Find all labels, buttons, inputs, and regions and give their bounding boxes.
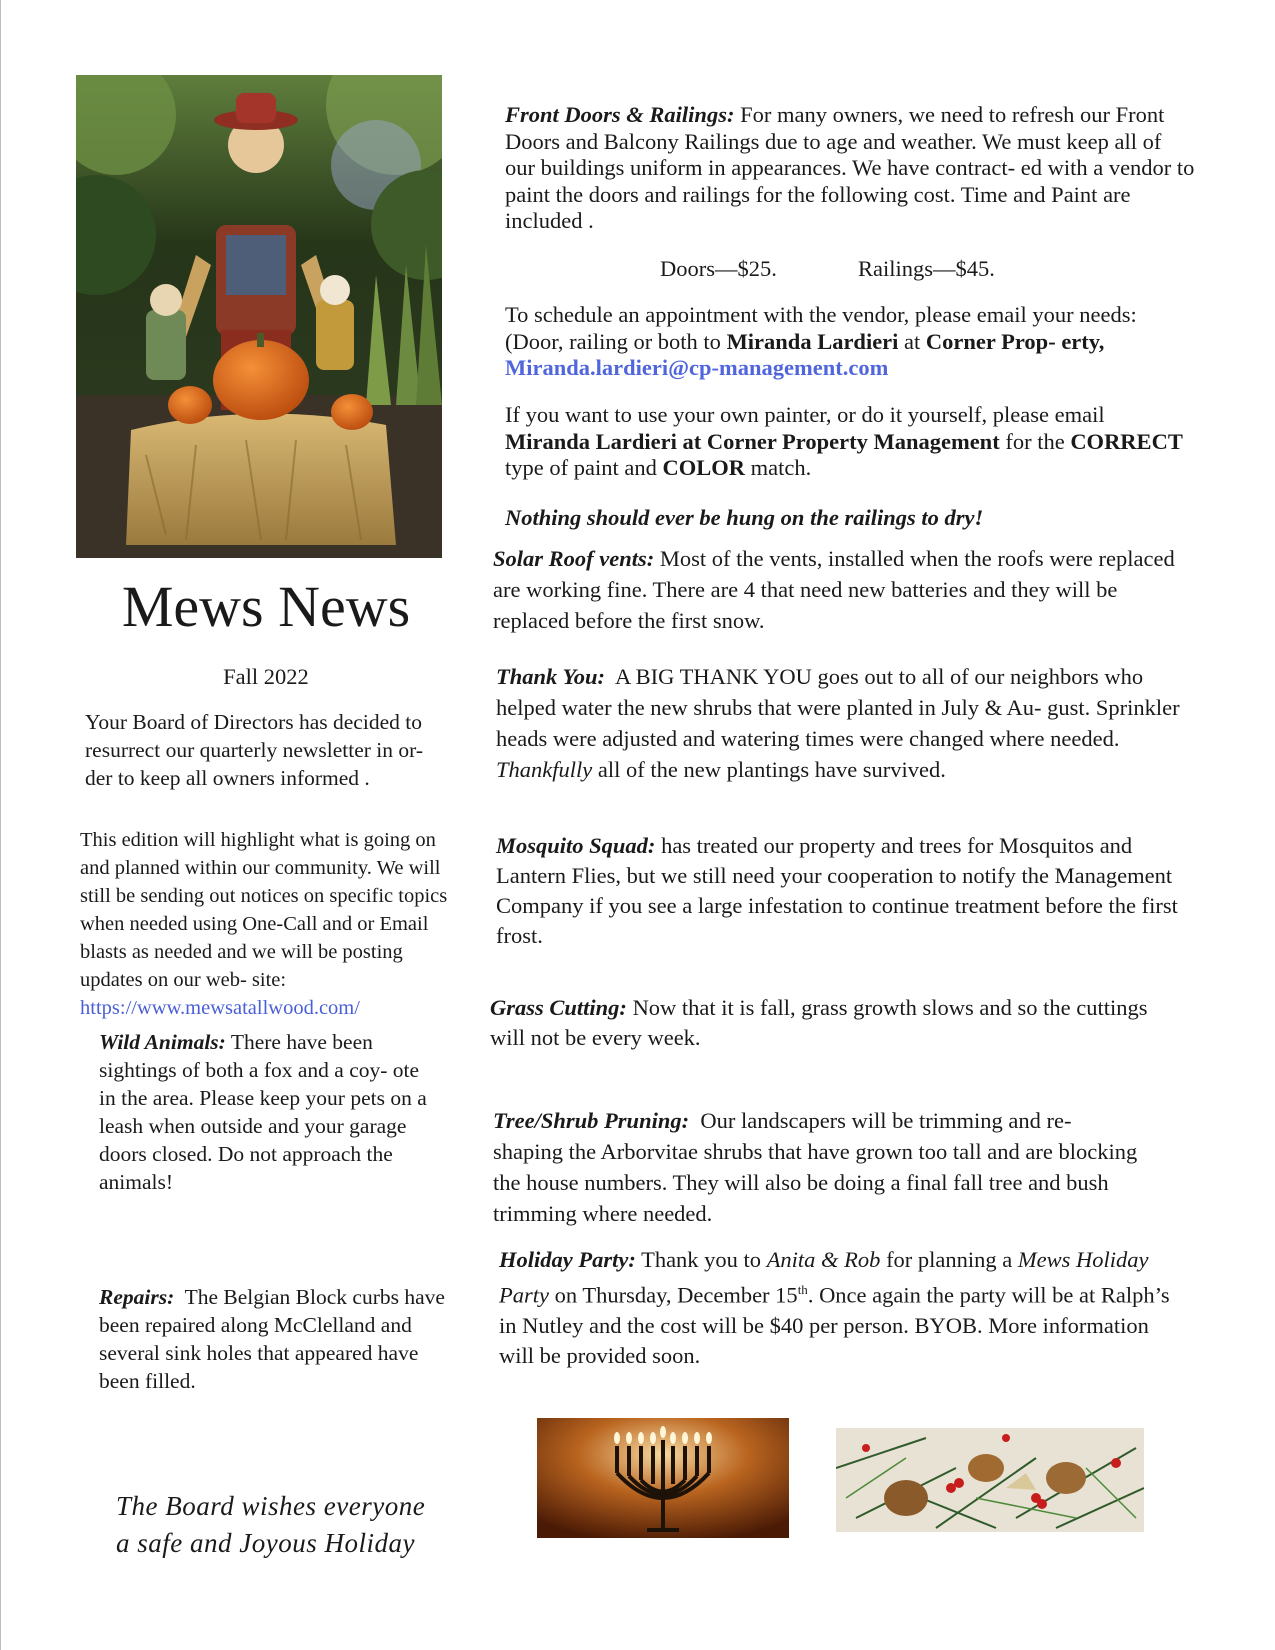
solar-text: Most of the vents, installed when the roofs were replaced are working fine. There are 4 that need new batteries and they will be replaced before the first snow. <box>493 546 1175 633</box>
edition-text: This edition will highlight what is going on and planned within our community. We will still be sending out notices on specific topics when needed using One-Call and or Email blasts as needed and we will be posting updates on our web- site: <box>80 829 448 991</box>
grass-section <box>490 993 1180 1053</box>
holiday-text-2: for planning a <box>886 1247 1013 1272</box>
schedule-paragraph <box>505 302 1195 382</box>
closing-message <box>116 1488 476 1562</box>
own-painter-text-3: type of paint and <box>505 455 657 480</box>
date-superscript: th <box>797 1282 808 1297</box>
wild-animals-section <box>99 1028 439 1196</box>
pruning-heading: Tree/Shrub Pruning: <box>493 1108 690 1133</box>
repairs-text: The Belgian Block curbs have been repaired along McClelland and several sink holes that appeared have been filled. <box>99 1285 445 1393</box>
repairs-section <box>99 1283 449 1395</box>
holiday-section <box>499 1245 1179 1371</box>
schedule-text: To schedule an appointment with the vendor, please email your needs: (Door, railing or both to <box>505 302 1137 354</box>
correct-emphasis: CORRECT <box>1070 428 1183 454</box>
closing-line-2: a safe and Joyous Holiday <box>116 1528 415 1558</box>
solar-heading: Solar Roof vents: <box>493 546 655 571</box>
thank-you-text-2: all of the new plantings have survived. <box>597 757 946 782</box>
menorah-candles-photo <box>537 1418 789 1538</box>
thank-you-text: A BIG THANK YOU goes out to all of our neighbors who helped water the new shrubs that were planted in July & Au- gust. Sprinkler heads were adjusted and watering times were changed where needed. <box>496 664 1180 751</box>
railings-warning: Nothing should ever be hung on the railings to dry! <box>505 505 984 530</box>
intro-paragraph: Your Board of Directors has decided to resurrect our quarterly newsletter in or- der to keep all owners informed . <box>85 710 424 790</box>
mosquito-heading: Mosquito Squad: <box>496 833 656 858</box>
grass-heading: Grass Cutting: <box>490 995 627 1020</box>
mosquito-section <box>496 831 1186 951</box>
vendor-email-link[interactable]: Miranda.lardieri@cp-management.com <box>505 355 889 380</box>
closing-line-1: The Board wishes everyone <box>116 1491 426 1521</box>
company-name: Corner Prop- erty, <box>925 328 1105 354</box>
front-doors-heading: Front Doors & Railings: <box>505 102 735 127</box>
contact-name: Miranda Lardieri <box>726 328 899 354</box>
page-edge <box>0 0 1 1650</box>
wild-animals-heading: Wild Animals: <box>99 1030 226 1054</box>
holiday-party-name: Mews Holiday Party <box>499 1247 1149 1308</box>
edition-paragraph <box>80 826 458 1022</box>
thank-you-heading: Thank You: <box>496 664 605 689</box>
pine-wreath-photo <box>836 1428 1144 1532</box>
color-emphasis: COLOR <box>662 455 745 480</box>
scarecrow-pumpkin-hay-photo <box>76 75 442 558</box>
mosquito-text: has treated our property and trees for Mosquitos and Lantern Flies, but we still need your cooperation to notify the Management Company if you see a large infestation to continue treatment before the first frost. <box>496 833 1178 948</box>
own-painter-paragraph <box>505 402 1195 482</box>
own-painter-text-4: match. <box>750 455 812 480</box>
holiday-heading: Holiday Party: <box>499 1247 636 1272</box>
solar-section <box>493 543 1193 636</box>
pruning-section <box>493 1105 1143 1229</box>
website-link[interactable]: https://www.mewsatallwood.com/ <box>80 997 360 1019</box>
railings-price: Railings—$45. <box>858 256 995 281</box>
own-painter-text-2: for the <box>1005 428 1065 454</box>
newsletter-season: Fall 2022 <box>223 664 309 689</box>
holiday-text-4: . Once again the party will be at Ralph’s in Nutley and the cost will be $40 per person. BYOB. More information will be provided soon. <box>499 1282 1170 1368</box>
grass-text: Now that it is fall, grass growth slows and so the cuttings will not be every week. <box>490 995 1148 1050</box>
thank-you-section <box>496 661 1186 785</box>
newsletter-title: Mews News <box>121 574 411 639</box>
holiday-text-3: on Thursday, December 15 <box>554 1282 798 1308</box>
front-doors-section <box>505 102 1195 235</box>
own-painter-text: If you want to use your own painter, or do it yourself, please email <box>505 402 1105 427</box>
pruning-text: Our landscapers will be trimming and re- shaping the Arborvitae shrubs that have grown too tall and are blocking the house numbers. They will also be doing a final fall tree and bush trimming where needed. <box>493 1108 1138 1226</box>
holiday-hosts: Anita & Rob <box>766 1247 881 1272</box>
own-painter-contact: Miranda Lardieri at Corner Property Management <box>505 428 1000 454</box>
holiday-text-1: Thank you to <box>641 1247 762 1272</box>
front-doors-text: For many owners, we need to refresh our Front Doors and Balcony Railings due to age and weather. We must keep all of our buildings uniform in appearances. We have contract- ed with a vendor to paint the doors and railings for the following cost. Time and Paint are included . <box>505 102 1195 233</box>
thankfully-emphasis: Thankfully <box>496 757 593 782</box>
wild-animals-text: There have been sightings of both a fox and a coy- ote in the area. Please keep your pets on a leash when outside and your garage doors closed. Do not approach the animals! <box>99 1030 427 1194</box>
doors-price: Doors—$25. <box>660 256 777 281</box>
at-text: at <box>904 328 921 354</box>
repairs-heading: Repairs: <box>99 1285 175 1309</box>
